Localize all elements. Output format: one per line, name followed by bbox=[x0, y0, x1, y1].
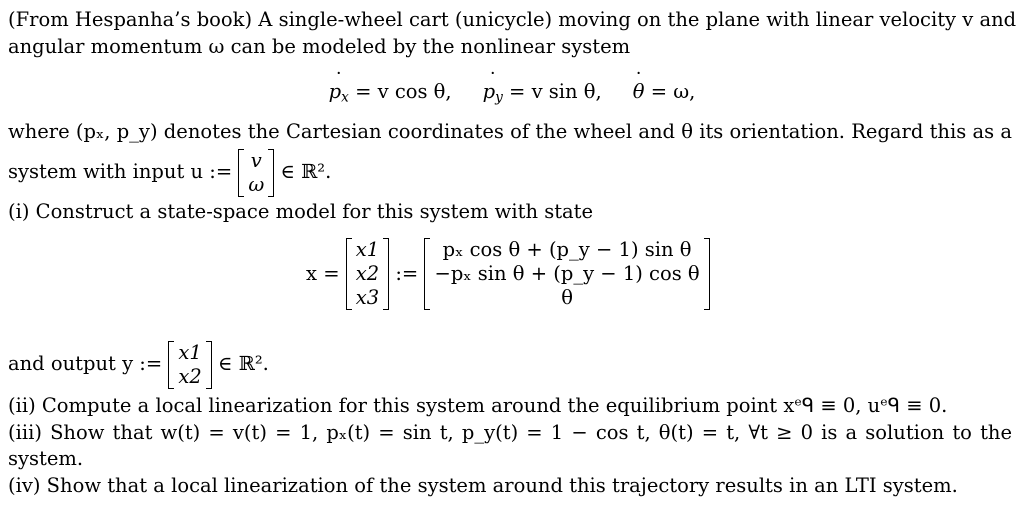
state-vector bbox=[346, 238, 389, 310]
part-ii-text: (ii) Compute a local linearization for this system around the equilibrium point xᵉᑫ ≡ 0, uᵉᑫ ≡ 0. bbox=[8, 394, 948, 417]
state-x1: x1 bbox=[355, 238, 380, 261]
part-iv-text: (iv) Show that a local linearization of the system around this trajectory results in an LTI system. bbox=[8, 474, 958, 497]
input-definition-line bbox=[8, 148, 1012, 197]
assign-symbol: := bbox=[395, 262, 419, 285]
part-i-text: (i) Construct a state-space model for this system with state bbox=[8, 200, 594, 223]
state-def-2: −pₓ sin θ + (p_y − 1) cos θ bbox=[434, 262, 700, 285]
input-vector-omega: ω bbox=[248, 172, 265, 196]
state-definition bbox=[306, 238, 726, 310]
eq-py-rhs: = v sin θ, bbox=[509, 80, 602, 103]
output-x1: x1 bbox=[178, 340, 202, 364]
output-suffix: ∈ ℝ². bbox=[218, 352, 269, 375]
input-vector-v: v bbox=[250, 148, 262, 172]
input-vector bbox=[238, 149, 274, 197]
dynamics-equation bbox=[0, 80, 1024, 104]
eq-px-rhs: = v cos θ, bbox=[355, 80, 452, 103]
state-def-1: pₓ cos θ + (p_y − 1) sin θ bbox=[442, 238, 692, 261]
intro-line-1: (From Hespanha’s book) A single-wheel cart (unicycle) moving on the plane with linear velocity v and bbox=[8, 8, 1017, 31]
py-dot-symbol: $p_y$ ˙ bbox=[483, 80, 503, 104]
state-definition-vector bbox=[424, 238, 709, 310]
state-x3: x3 bbox=[355, 286, 380, 309]
state-lhs: x = bbox=[306, 262, 340, 285]
eq-theta-rhs: = ω, bbox=[650, 80, 696, 103]
part-iii-line-1: (iii) Show that w(t) = v(t) = 1, pₓ(t) = sin t, p_y(t) = 1 − cos t, θ(t) = t, ∀t ≥ 0 is a solution to the bbox=[8, 421, 1012, 444]
output-definition-line bbox=[8, 340, 1012, 389]
px-dot-symbol: $p_x$ ˙ bbox=[329, 80, 349, 104]
output-prefix: and output y := bbox=[8, 352, 163, 375]
input-suffix: ∈ ℝ². bbox=[280, 160, 332, 183]
state-x2: x2 bbox=[355, 262, 380, 285]
theta-dot-symbol: θ ˙ bbox=[633, 80, 645, 104]
part-iii-line-2: system. bbox=[8, 447, 84, 470]
where-line: where (pₓ, p_y) denotes the Cartesian coordinates of the wheel and θ its orientation. Regard this as a bbox=[8, 120, 1012, 143]
output-x2: x2 bbox=[178, 364, 202, 388]
state-def-3: θ bbox=[561, 286, 573, 309]
output-vector bbox=[168, 341, 211, 389]
input-prefix: system with input u := bbox=[8, 160, 233, 183]
intro-line-2: angular momentum ω can be modeled by the nonlinear system bbox=[8, 35, 631, 58]
